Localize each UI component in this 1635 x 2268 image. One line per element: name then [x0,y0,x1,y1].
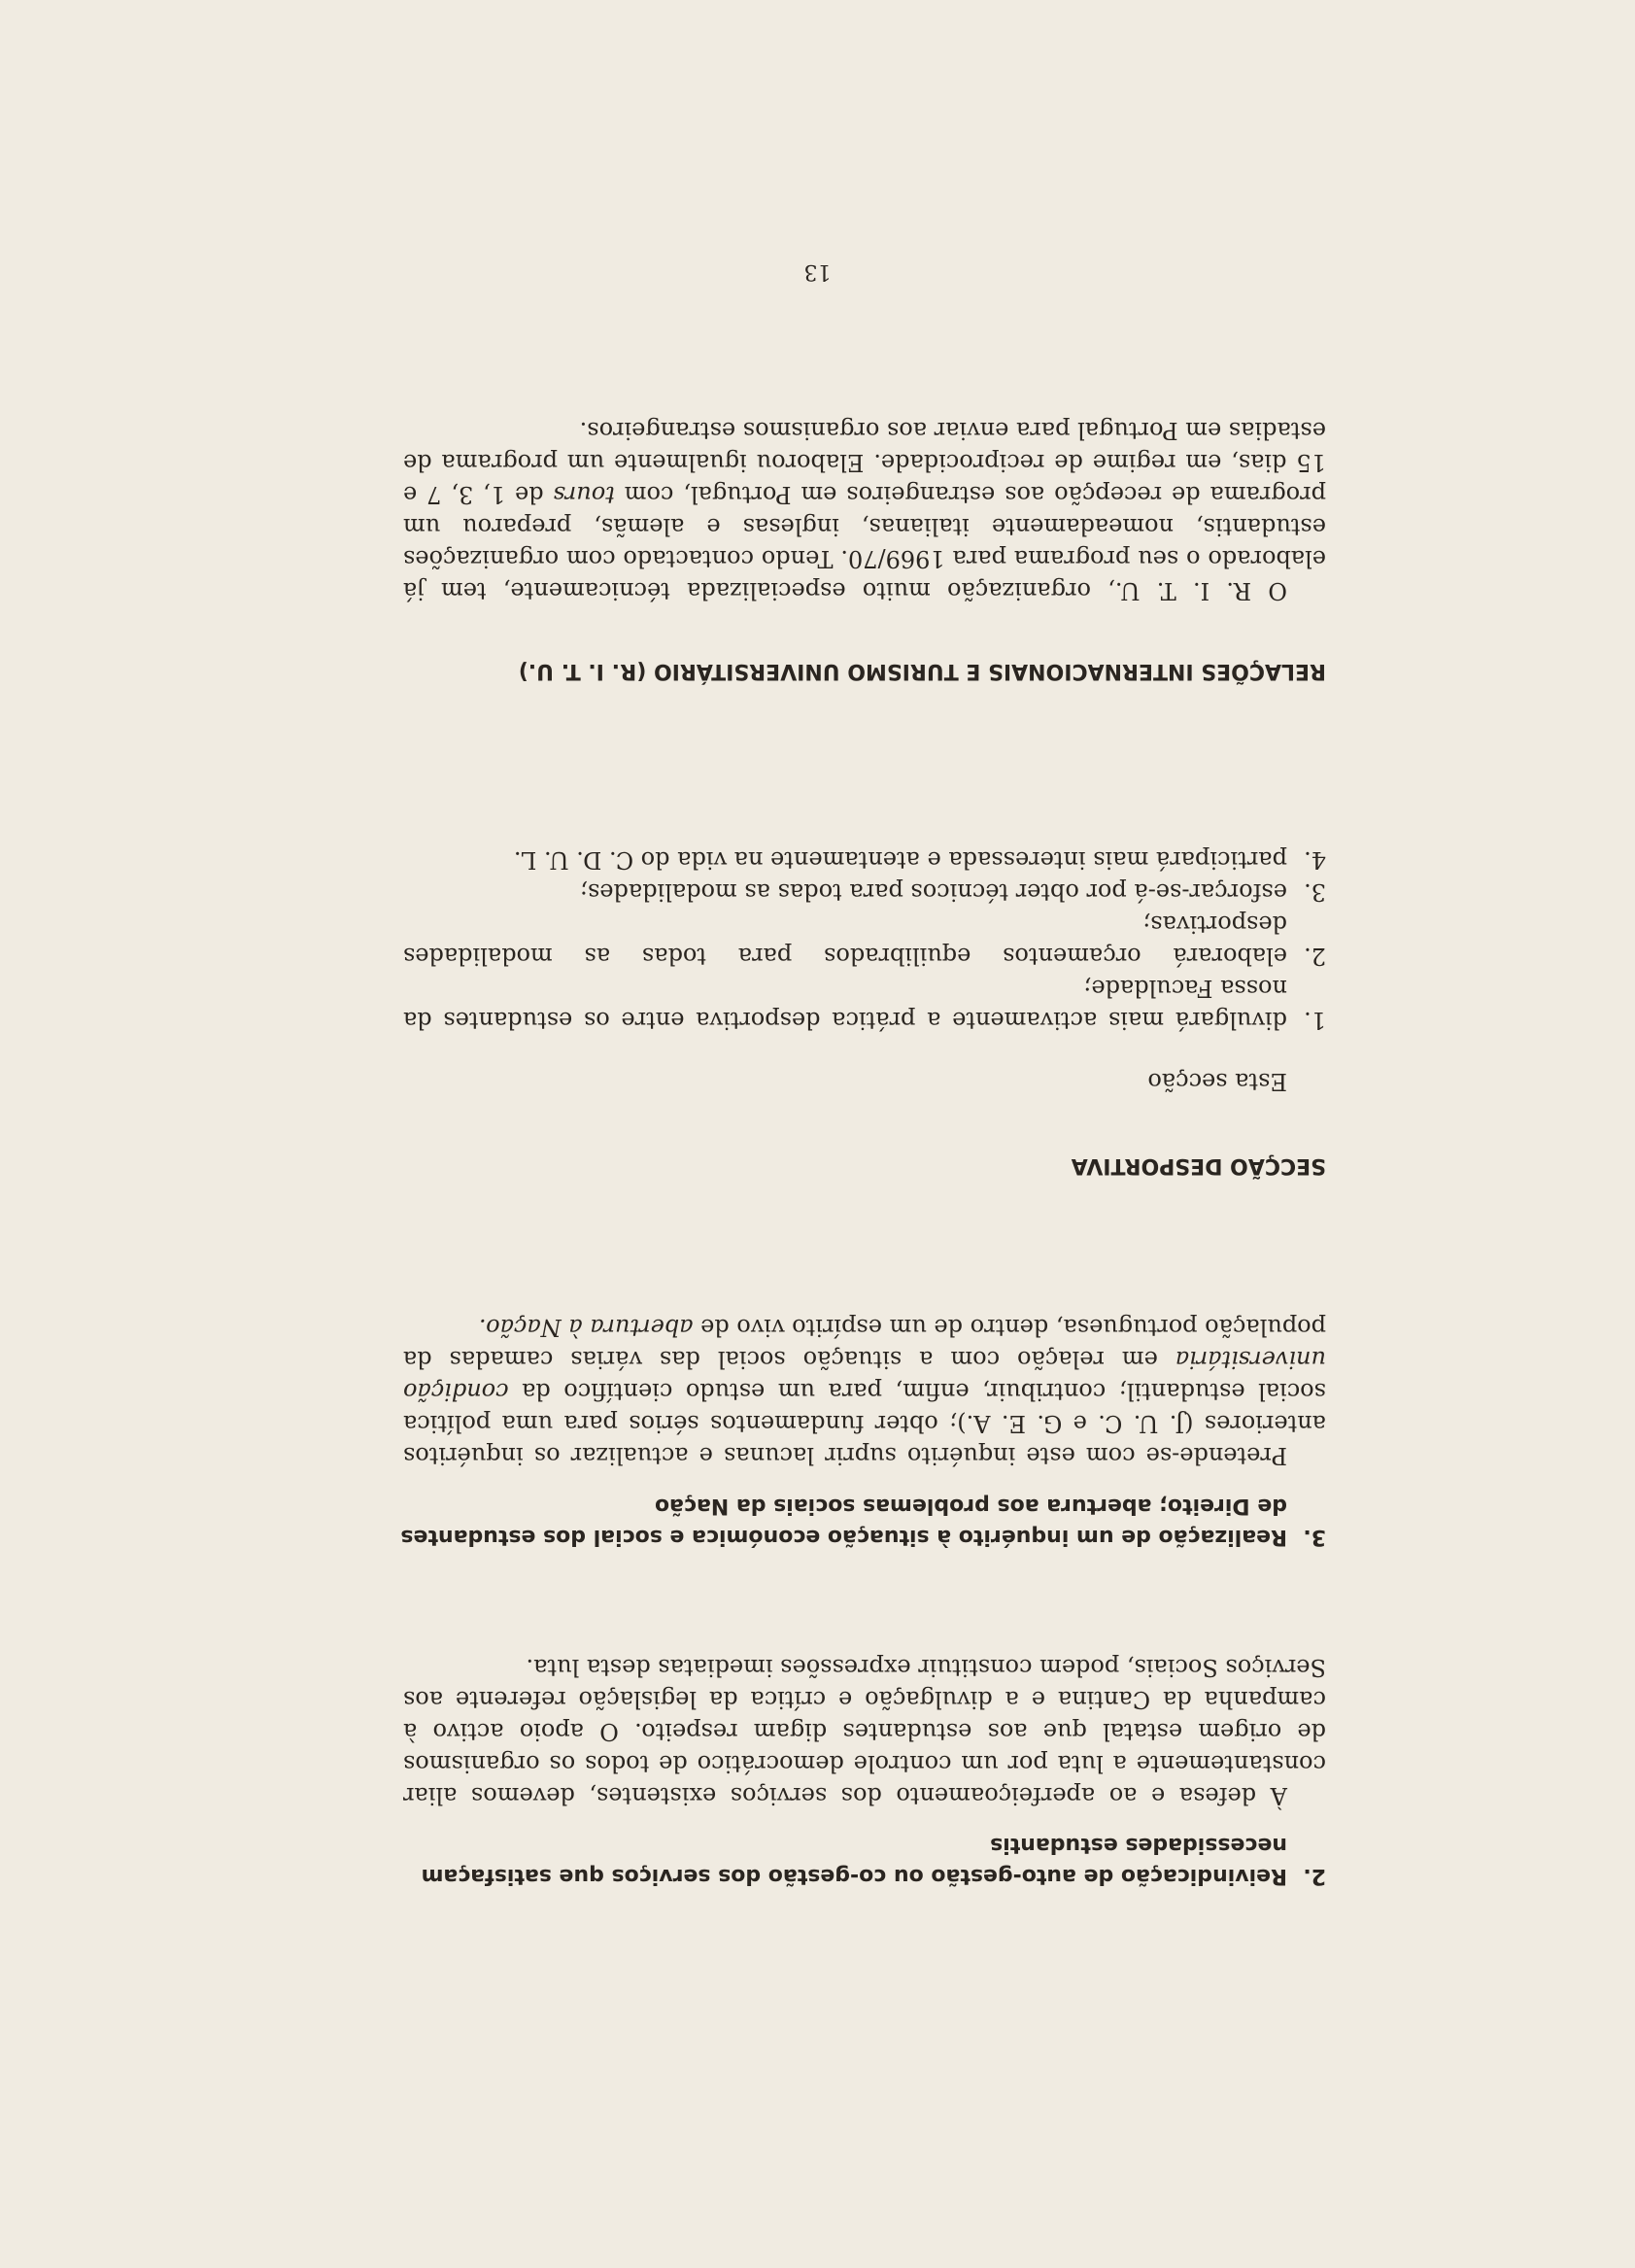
list-item-text: elaborará orçamentos equilibrados para todas as modalidades desportivas; [403,911,1287,970]
rituu-text-b: de 1, 3, 7 e 15 dias, em regime de reciprocidade. Elaborou igualmente um programa de estadias em Portugal para enviar aos organismos estrangeiros. [402,417,1326,508]
page-number: 13 [803,259,832,284]
section-3-number: 3. [1303,1525,1326,1549]
section-2-body [403,1651,1326,1811]
section-2-heading [364,1829,1326,1891]
section-2-title: Reivindicação de auto-gestão ou co-gestão dos serviços que satisfaçam necessidades estudantis [421,1833,1287,1888]
list-item-number: 1. [1304,1007,1326,1034]
list-item-text: participará mais interessada e atentamente na vida do C. D. U. L. [513,846,1287,874]
desportiva-intro-text: Esta secção [1147,1068,1287,1095]
section-3-body [403,1311,1326,1471]
list-item-text: esforçar-se-á por obter técnicos para todas as modalidades; [579,878,1287,906]
desportiva-intro [403,1065,1326,1097]
rituu-body [403,414,1326,606]
desportiva-list [403,843,1326,1036]
section-3-italic-a: condição universitária [403,1346,1326,1405]
rituu-italic: tours [553,481,615,508]
rituu-text-a: O R. I. T. U., organização muito especializada técnicamente, tem já elaborado o seu programa para 1969/70. Tendo contactado com organizações estudantis, nomeadamente italianas, inglesas e alemãs, preparou um programa de recepção aos estrangeiros em Portugal, com [403,481,1326,604]
list-item-number: 4. [1304,846,1326,874]
section-3-paragraph [403,1311,1326,1471]
section-3-italic-b: abertura à Nação. [478,1314,694,1341]
list-item [403,972,1326,1036]
list-item [403,876,1326,908]
list-item [403,908,1326,972]
desportiva-heading: SECÇÃO DESPORTIVA [1071,1153,1326,1178]
section-2-paragraph: À defesa e ao aperfeiçoamento dos serviços existentes, devemos aliar constantemente a luta por um controle democrático de todos os organismos de origem estatal que aos estudantes digam respeito. O apoio activo à campanha da Cantina e a divulgação e crítica da legislação referente aos Serviços Sociais, podem constituir expressões imediatas desta luta. [403,1654,1326,1809]
section-3-heading [364,1490,1326,1552]
section-3-title: Realização de um inquérito à situação económica e social dos estudantes de Direito; abertura aos problemas sociais da Nação [400,1494,1287,1549]
rituu-heading: RELAÇÕES INTERNACIONAIS E TURISMO UNIVERSITÁRIO (R. I. T. U.) [518,659,1326,683]
section-2-number: 2. [1303,1864,1326,1888]
section-3-text-a: Pretende-se com este inquérito suprir lacunas e actualizar os inquéritos anteriores (J. U. C. e G. E. A.); obter fundamentos sérios para uma política social estudantil; contribuir, enfim, para um estudo científico da [403,1378,1326,1469]
list-item-number: 2. [1304,943,1326,970]
list-item-text: divulgará mais activamente a prática desportiva entre os estudantes da nossa Faculdade; [403,975,1287,1034]
section-3-text-b: em relação com a situação social das várias camadas da população portuguesa, dentro de um espírito vivo de [403,1314,1326,1373]
rituu-paragraph [403,414,1326,606]
list-item [403,843,1326,876]
list-item-number: 3. [1304,878,1326,906]
